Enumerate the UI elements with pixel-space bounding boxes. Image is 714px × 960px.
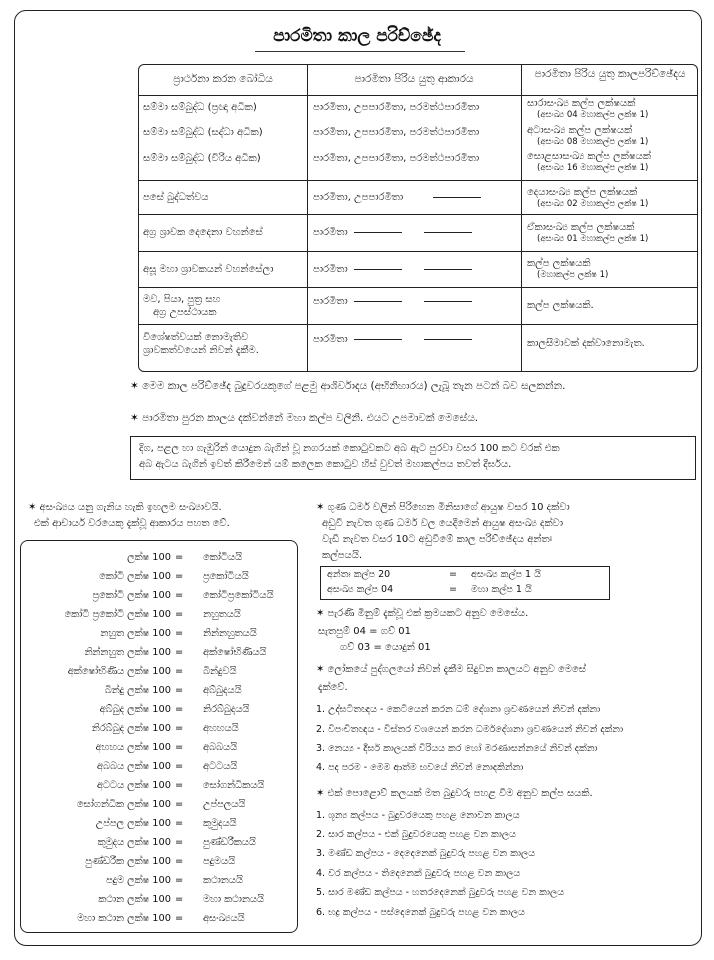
note-maha-kalpa: ✶ පාරමිතා පුරන කාලය දක්වන්නේ මහා කල්ප වලිනි. එයට උපමාවක් මෙසේය. (130, 412, 479, 424)
row-bodhi: සම්මා සම්බුද්ධ (සද්ධා අධික) (143, 127, 263, 138)
scale-left: පුණ්ඩරීක ලක්ෂ 100 (85, 856, 171, 867)
row-period-sub: (අසංඛ්‍ය 04 මහාකල්ප ලක්ෂ 1) (537, 110, 649, 120)
scale-row (21, 739, 299, 757)
scale-row (21, 853, 299, 871)
asankya-intro: ✶ අසංඛ්‍යය යනු ගැනිය හැකි ඉහලම සංඛ්‍යාවයි. (28, 502, 222, 513)
equals-sign: = (369, 626, 378, 637)
equals-sign: = (175, 818, 184, 829)
kalpa-type-item: 5. සාර මණ්ඩ කල්පය - හතරදෙනෙක් බුදුවරු පහළ වන කාලය (316, 887, 565, 898)
row-bodhi: අග්‍ර ශ්‍රාවක දෙදෙනා වහන්සේ (143, 227, 263, 238)
table-divider (521, 65, 522, 371)
equals-sign: = (175, 628, 184, 639)
asankya-intro-2: එක් ආචාර්ය වරයෙකු දැක්වූ ආකාරය පහත වේ. (34, 518, 230, 529)
dash-mark (354, 269, 402, 270)
kalpa-type-item: 1. ශූන්‍ය කල්පය - බුදුවරයෙකු පහළ නොවන කාලය (316, 810, 520, 821)
kalpa-eq-right: අසංඛ්‍ය කල්ප 1 යි (471, 569, 541, 580)
antah-kalpa-text: වැඩී නැවත වසර 10ට අඩුවීමේ කාල පරිච්ඡේදය අන්තඃ (322, 534, 553, 545)
beings-intro: ✶ ලෝකයේ පුද්ගලයෝ නිවන් දැකීම සිදුවන කාලයට අනුව මෙසේ (316, 664, 586, 675)
row-period-sub: (අසංඛ්‍ය 02 මහාකල්ප ලක්ෂ 1) (537, 199, 649, 209)
kalpa-type-item: 2. සාර කල්පය - එක් බුදුවරයෙකු පහළ වන කාලය (316, 829, 516, 840)
row-method (313, 263, 472, 276)
kalpa-types-intro: ✶ එක් පොළොව් කලයක් මත බුදුවරු පහළ වීම අනුව කල්ප සයකි. (316, 788, 593, 799)
scale-right: බින්දුවයි (203, 666, 237, 677)
beings-item: 1. උද්ඝටිතඥය - කෙටියෙන් කරන ධම් දේශනා ශ්‍රවණයෙන් නිවන් දක්නා (316, 704, 601, 715)
table-divider (139, 214, 697, 215)
row-method (313, 191, 481, 204)
equals-sign: = (175, 913, 184, 924)
scale-row (21, 682, 299, 700)
scale-right: නිරබ්බුදයයි (203, 704, 250, 715)
kalpa-eq-right: මහා කල්ප 1 යි (471, 584, 532, 595)
equals-sign: = (449, 584, 457, 595)
beings-intro-2: දැක්වේ. (318, 682, 348, 693)
scale-left: අටටය ලක්ෂ 100 (96, 780, 171, 791)
equals-sign: = (175, 837, 184, 848)
equals-sign: = (175, 609, 184, 620)
scale-row (21, 720, 299, 738)
measure-right: යොදුන් 01 (385, 642, 431, 653)
scale-row (21, 910, 299, 928)
scale-right: කුමුදයයි (203, 818, 237, 829)
scale-row (21, 625, 299, 643)
row-method: පාරමිතා, උපපාරමිතා, පරමත්ථපාරමිතා (313, 153, 480, 164)
row-bodhi-line2: අග්‍ර උපස්ථායක (153, 307, 217, 318)
scale-row (21, 568, 299, 586)
row-method-text: පාරමිතා (313, 296, 348, 307)
beings-item: 4. පද පරම - මෙම ආත්ම භවයේ නිවන් නොදකින්නා (316, 762, 524, 773)
scale-row (21, 796, 299, 814)
row-bodhi: සම්මා සම්බුද්ධ (විරිය අධික) (143, 153, 261, 164)
scale-left: කුමුදය ලක්ෂ 100 (97, 837, 171, 848)
scale-left: අබ්බුද ලක්ෂ 100 (99, 704, 171, 715)
row-period-sub: (අසංඛ්‍ය 16 මහාකල්ප ලක්ෂ 1) (537, 163, 649, 173)
scale-row (21, 834, 299, 852)
equals-sign: = (373, 642, 382, 653)
measure-intro: ✶ පැරණි මිනුම් දැක්වූ එක් ක්‍රමයකට අනුව මෙසේය. (316, 608, 529, 619)
row-bodhi: පසේ බුද්ධත්වය (143, 192, 209, 203)
header-bodhi: ප්‍රාර්ථනා කරන බෝධිය (173, 73, 273, 85)
measure-line (340, 640, 431, 656)
scale-left: මහා කථාන ලක්ෂ 100 (77, 913, 171, 924)
equals-sign: = (175, 856, 184, 867)
row-period-sub: (අසංඛ්‍ය 08 මහාකල්ප ලක්ෂ 1) (537, 137, 649, 147)
scale-left: නහුත ලක්ෂ 100 (100, 628, 171, 639)
scale-row (21, 777, 299, 795)
scale-left: උප්පල ලක්ෂ 100 (95, 818, 171, 829)
kalpa-type-item: 4. වර කල්පය - තිදෙනෙක් බුදුවරු පහළ වන කාලය (316, 868, 521, 879)
scale-right: කෝටිප්‍රකෝටියයි (203, 590, 274, 601)
scale-right: පුණ්ඩරීකයයි (203, 837, 256, 848)
equals-sign: = (175, 894, 184, 905)
row-period: කාලසීමාවක් දක්වානොමැත. (527, 338, 645, 349)
kalpa-type-item: 6. භද්‍ර කල්පය - පස්දෙනෙක් බුදුවරු පහළ වන කාලය (316, 907, 525, 918)
row-period: සාරාසංඛ්‍ය කල්ප ලක්ෂයක් (527, 98, 636, 109)
scale-row (21, 872, 299, 890)
row-bodhi: විශේෂත්වයක් නොමැතිව (143, 332, 249, 343)
dash-mark (433, 197, 481, 198)
scale-right: නින්නහුතයයි (203, 628, 257, 639)
scale-right: ප්‍රකෝටියයි (203, 571, 249, 582)
dash-mark (354, 301, 402, 302)
equals-sign: = (175, 666, 184, 677)
page-title: පාරමිතා කාල පරිච්ඡේද (273, 26, 441, 46)
header-period: පාරමිතා පිරිය යුතු කාලපරිච්ඡේදය (534, 68, 686, 80)
scale-left: නිරබ්බුද ලක්ෂ 100 (91, 723, 171, 734)
row-method (313, 226, 472, 239)
kalpa-eq-left: අසංඛ්‍ය කල්ප 04 (327, 584, 394, 595)
measure-right: ගව් 01 (380, 626, 411, 637)
simile-line: දිග, පළල හා ගැඹුරින් යොදුන බැගින් වූ නගරයක් කොටුවකට අබ ඇට පුරවා වසර 100 කට වරක් එක (139, 443, 560, 454)
beings-item: 2. විපංචිතඥය - විස්තර වශයෙන් කරන ධර්මදේශනා ශ්‍රවණයෙන් නිවන් දක්නා (316, 724, 624, 735)
row-bodhi: සම්මා සම්බුද්ධ (ප්‍රඥා අධික) (143, 102, 257, 113)
row-method-text: පාරමිතා (313, 227, 348, 238)
table-divider (139, 95, 697, 96)
beings-item: 3. නෙය්‍ය - දීර්ඝ කාලයක් විරියය කර හෝ මරණාසන්නයේ නිවන් දක්නා (316, 743, 598, 754)
dash-mark (424, 301, 472, 302)
row-method: පාරමිතා, උපපාරමිතා, පරමත්ථපාරමිතා (313, 102, 480, 113)
row-method: පාරමිතා, උපපාරමිතා, පරමත්ථපාරමිතා (313, 127, 480, 138)
scale-right: අබබයයි (203, 742, 238, 753)
scale-right: අසංඛ්‍යයයි (203, 913, 245, 924)
table-divider (139, 324, 697, 325)
dash-mark (354, 339, 402, 340)
scale-right: අටටයයි (203, 761, 238, 772)
table-divider (139, 251, 697, 252)
scale-right: කථානයයි (203, 875, 243, 886)
row-bodhi-line2: ශ්‍රාවකත්වයෙන් නිවන් දැකීම. (143, 345, 259, 356)
equals-sign: = (175, 723, 184, 734)
equals-sign: = (449, 569, 457, 580)
scale-left: අක්ෂෝභිණිය ලක්ෂ 100 (67, 666, 171, 677)
kalpa-type-item: 3. මණ්ඩ කල්පය - දෙදෙනෙක් බුදුවරු පහළ වන කාලය (316, 848, 536, 859)
scale-row (21, 758, 299, 776)
equals-sign: = (175, 742, 184, 753)
row-method-text: පාරමිතා, උපපාරමිතා (313, 192, 404, 203)
dash-mark (424, 269, 472, 270)
row-method (313, 333, 472, 346)
scale-left: ලක්ෂ 100 (127, 552, 171, 563)
scale-right: අබ්බුදයයි (203, 685, 242, 696)
measure-left: සැතපුම් 04 (318, 626, 366, 637)
scale-left: අහහය ලක්ෂ 100 (95, 742, 171, 753)
table-divider (307, 65, 308, 371)
row-method-text: පාරමිතා (313, 334, 348, 345)
scale-right: පදුමයයි (203, 856, 236, 867)
scale-right: උප්පලයයි (203, 799, 246, 810)
row-period: දෙයාසංඛ්‍ය කල්ප ලක්ෂයක් (527, 187, 638, 198)
table-divider (139, 287, 697, 288)
scale-right: අහහයයි (203, 723, 239, 734)
equals-sign: = (175, 780, 184, 791)
simile-line: අබ ඇටය බැගින් ඉවත් කිරීමෙන් යම් කලෙක කොටුව හිස් වුවත් මහාකල්පය තවත් දීර්ඝය. (139, 459, 512, 470)
scale-row (21, 549, 299, 567)
scale-row (21, 701, 299, 719)
scale-row (21, 606, 299, 624)
scale-row (21, 815, 299, 833)
scale-right: අක්ෂෝභිණියයි (203, 647, 267, 658)
row-period-sub: (මහාකල්ප ලක්ෂ 1) (537, 270, 609, 280)
scale-left: සෝගන්ධික ලක්ෂ 100 (76, 799, 171, 810)
scale-left: කෝටි ලක්ෂ 100 (99, 571, 171, 582)
scale-left: ප්‍රකෝටි ලක්ෂ 100 (92, 590, 171, 601)
kalpa-equivalence-box (320, 566, 610, 600)
scale-right: සෝගන්ධිකයයි (203, 780, 265, 791)
row-period-sub: (අසංඛ්‍ය 01 මහාකල්ප ලක්ෂ 1) (537, 234, 649, 244)
antah-kalpa-text: ✶ ගුණ ධර්ම වලින් පිරිහෙන මිනිසාගේ ආයුෂ වසර 10 දක්වා (316, 502, 570, 513)
scale-right: මහා කථානයයි (203, 894, 264, 905)
equals-sign: = (175, 704, 184, 715)
note-starting-point: ✶ මෙම කාල පරිච්ඡේද බුදුවරයකුගේ පළමු ආශිර්වාදය (අභිනිහාරය) ලැබූ තැන පටන් බව සලකන්න. (130, 380, 566, 392)
row-method-text: පාරමිතා (313, 264, 348, 275)
row-method (313, 295, 472, 308)
row-period: අටාසංඛ්‍ය කල්ප ලක්ෂයක් (527, 125, 633, 136)
equals-sign: = (175, 875, 184, 886)
scale-left: බින්දු ලක්ෂ 100 (104, 685, 171, 696)
equals-sign: = (175, 761, 184, 772)
row-bodhi: මව, පියා, පුත්‍ර සහ (143, 294, 221, 305)
dash-mark (424, 339, 472, 340)
header-method: පාරමිතා පිරිය යුතු ආකාරය (354, 73, 474, 85)
antah-kalpa-text: කල්පයයි. (322, 550, 363, 561)
kalpa-eq-left: අන්තඃ කල්ප 20 (327, 569, 391, 580)
scale-row (21, 663, 299, 681)
measure-left: ගව් 03 (340, 642, 371, 653)
equals-sign: = (175, 799, 184, 810)
table-divider (139, 180, 697, 181)
simile-box (130, 436, 696, 480)
dash-mark (424, 232, 472, 233)
equals-sign: = (175, 685, 184, 696)
title-underline (255, 51, 465, 52)
antah-kalpa-text: අඩුවී නැවත ගුණ ධර්ම වල යෙදීමෙන් ආයුෂ අසංඛ්‍ය දක්වා (322, 518, 564, 529)
scale-row (21, 891, 299, 909)
paramitha-table (138, 64, 698, 372)
equals-sign: = (175, 571, 184, 582)
scale-left: කථාන ලක්ෂ 100 (98, 894, 171, 905)
equals-sign: = (175, 552, 184, 563)
scale-left: කෝටි ප්‍රකෝටි ලක්ෂ 100 (64, 609, 171, 620)
scale-row (21, 587, 299, 605)
number-scale-table (20, 540, 298, 933)
row-period: සොළසාසංඛ්‍ය කල්ප ලක්ෂයක් (527, 151, 651, 162)
scale-right: නහුතයයි (203, 609, 241, 620)
scale-left: පදුම ලක්ෂ 100 (105, 875, 171, 886)
dash-mark (354, 232, 402, 233)
scale-left: අබබය ලක්ෂ 100 (96, 761, 171, 772)
scale-row (21, 644, 299, 662)
scale-left: නින්නහුත ලක්ෂ 100 (84, 647, 171, 658)
equals-sign: = (175, 590, 184, 601)
equals-sign: = (175, 647, 184, 658)
row-period: ඒකාසංඛ්‍ය කල්ප ලක්ෂයක් (527, 222, 635, 233)
row-period: කල්ප ලක්ෂයකි. (527, 300, 594, 311)
measure-line (318, 624, 411, 640)
row-bodhi: අසූ මහා ශ්‍රාවකයන් වහන්සේලා (143, 264, 274, 275)
scale-right: කෝටියයි (203, 552, 242, 563)
row-period: කල්ප ලක්ෂයකි (527, 258, 591, 269)
